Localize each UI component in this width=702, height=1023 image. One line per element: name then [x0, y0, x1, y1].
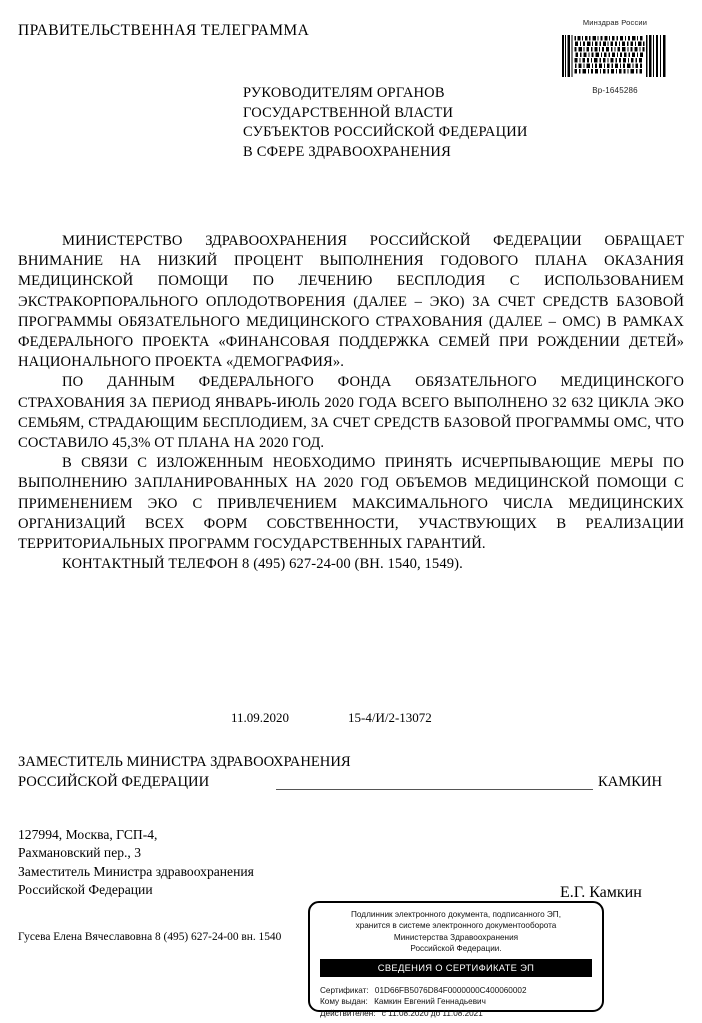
certificate-validity-value: с 11.08.2020 до 11.08.2021 — [381, 1008, 483, 1018]
certificate-validity-row — [320, 1008, 602, 1020]
document-date: 11.09.2020 — [231, 710, 290, 725]
page-title: ПРАВИТЕЛЬСТВЕННАЯ ТЕЛЕГРАММА — [18, 22, 310, 39]
certificate-issued-to-value: Камкин Евгений Геннадьевич — [374, 997, 486, 1007]
certificate-header-line-4: Российской Федерации. — [410, 944, 502, 954]
addressee-block — [243, 84, 528, 162]
certificate-header-line-3: Министерства Здравоохранения — [393, 932, 519, 942]
body-paragraph-4: КОНТАКТНЫЙ ТЕЛЕФОН 8 (495) 627-24-00 (ВН. 1540, 1549). — [62, 556, 463, 573]
address-line-2: Рахмановский пер., 3 — [18, 845, 142, 861]
signer-short-name: Е.Г. Камкин — [560, 884, 642, 901]
certificate-band-title: СВЕДЕНИЯ О СЕРТИФИКАТЕ ЭП — [320, 959, 592, 977]
certificate-issued-to-row — [320, 996, 602, 1008]
certificate-issued-to-label: Кому выдан: — [320, 997, 368, 1007]
document-body — [18, 231, 684, 574]
body-paragraph-3: В СВЯЗИ С ИЗЛОЖЕННЫМ НЕОБХОДИМО ПРИНЯТЬ ИСЧЕРПЫВАЮЩИЕ МЕРЫ ПО ВЫПОЛНЕНИЮ ЗАПЛАНИРОВАННЫХ НА 2020 ГОД ОБЪЕМОВ МЕДИЦИНСКОЙ ПОМОЩИ С ПРИМЕНЕНИЕМ ЭКО С ПРИВЛЕЧЕНИЕМ МАКСИМАЛЬНОГО ЧИСЛА МЕДИЦИНСКИХ ОРГАНИЗАЦИЙ ВСЕХ ФОРМ СОБСТВЕННОСТИ, УЧАСТВУЮЩИХ В РЕАЛИЗАЦИИ ТЕРРИТОРИАЛЬНЫХ ПРОГРАММ ГОСУДАРСТВЕННЫХ ГАРАНТИЙ. — [18, 455, 684, 553]
stamp-organization-label: Минздрав России — [582, 18, 648, 27]
certificate-number-value: 01D66FB5076D84F0000000C400060002 — [374, 985, 527, 995]
signer-surname: КАМКИН — [598, 774, 663, 790]
certificate-header-line-1: Подлинник электронного документа, подписанного ЭП, — [351, 910, 561, 919]
signature-rule — [276, 789, 593, 790]
sender-address-block — [18, 826, 254, 900]
certificate-number-label: Сертификат: — [320, 985, 369, 995]
address-line-3: Заместитель Министра здравоохранения — [18, 863, 254, 879]
certificate-header — [310, 903, 602, 955]
executor-contact: Гусева Елена Вячеславовна 8 (495) 627-24-00 вн. 1540 — [18, 931, 282, 943]
addressee-line-4: В СФЕРЕ ЗДРАВООХРАНЕНИЯ — [243, 143, 451, 160]
certificate-validity-label: Действителен: — [320, 1008, 376, 1018]
electronic-signature-stamp — [308, 901, 604, 1018]
addressee-line-2: ГОСУДАРСТВЕННОЙ ВЛАСТИ — [243, 104, 454, 121]
address-line-4: Российской Федерации — [18, 882, 153, 898]
address-line-1: 127994, Москва, ГСП-4, — [18, 827, 158, 842]
addressee-line-1: РУКОВОДИТЕЛЯМ ОРГАНОВ — [243, 85, 445, 101]
barcode-icon — [561, 35, 669, 77]
certificate-fields — [310, 977, 602, 1020]
body-paragraph-2: ПО ДАННЫМ ФЕДЕРАЛЬНОГО ФОНДА ОБЯЗАТЕЛЬНОГО МЕДИЦИНСКОГО СТРАХОВАНИЯ ЗА ПЕРИОД ЯНВАРЬ-ИЮЛЬ 2020 ГОДА ВСЕГО ВЫПОЛНЕНО 32 632 ЦИКЛА ЭКО СЕМЬЯМ, СТРАДАЮЩИМ БЕСПЛОДИЕМ, ЗА СЧЕТ СРЕДСТВ БАЗОВОЙ ПРОГРАММЫ ОМС, ЧТО СОСТАВИЛО 45,3% ОТ ПЛАНА НА 2020 ГОД. — [18, 374, 684, 452]
signer-position-line-1: ЗАМЕСТИТЕЛЬ МИНИСТРА ЗДРАВООХРАНЕНИЯ — [18, 754, 351, 770]
signer-position-line-2: РОССИЙСКОЙ ФЕДЕРАЦИИ — [18, 774, 210, 790]
body-paragraph-1: МИНИСТЕРСТВО ЗДРАВООХРАНЕНИЯ РОССИЙСКОЙ ФЕДЕРАЦИИ ОБРАЩАЕТ ВНИМАНИЕ НА НИЗКИЙ ПРОЦЕНТ ВЫПОЛНЕНИЯ ГОДОВОГО ПЛАНА ОКАЗАНИЯ МЕДИЦИНСКОЙ ПОМОЩИ ПО ЛЕЧЕНИЮ БЕСПЛОДИЯ С ИСПОЛЬЗОВАНИЕМ ЭКСТРАКОРПОРАЛЬНОГО ОПЛОДОТВОРЕНИЯ (ДАЛЕЕ – ЭКО) ЗА СЧЕТ СРЕДСТВ БАЗОВОЙ ПРОГРАММЫ ОБЯЗАТЕЛЬНОГО МЕДИЦИНСКОГО СТРАХОВАНИЯ (ДАЛЕЕ – ОМС) В РАМКАХ ФЕДЕРАЛЬНОГО ПРОЕКТА «ФИНАНСОВАЯ ПОДДЕРЖКА СЕМЕЙ ПРИ РОЖДЕНИИ ДЕТЕЙ» НАЦИОНАЛЬНОГО ПРОЕКТА «ДЕМОГРАФИЯ». — [18, 233, 684, 371]
addressee-line-3: СУБЪЕКТОВ РОССИЙСКОЙ ФЕДЕРАЦИИ — [243, 124, 528, 140]
signature-row — [18, 772, 684, 794]
document-number: 15-4/И/2-13072 — [348, 710, 432, 725]
certificate-header-line-2: хранится в системе электронного документооборота — [355, 921, 557, 931]
registration-stamp — [540, 18, 690, 95]
signature-block — [18, 752, 684, 794]
certificate-number-row — [320, 985, 602, 997]
registration-number: Вр-1645286 — [592, 86, 638, 95]
